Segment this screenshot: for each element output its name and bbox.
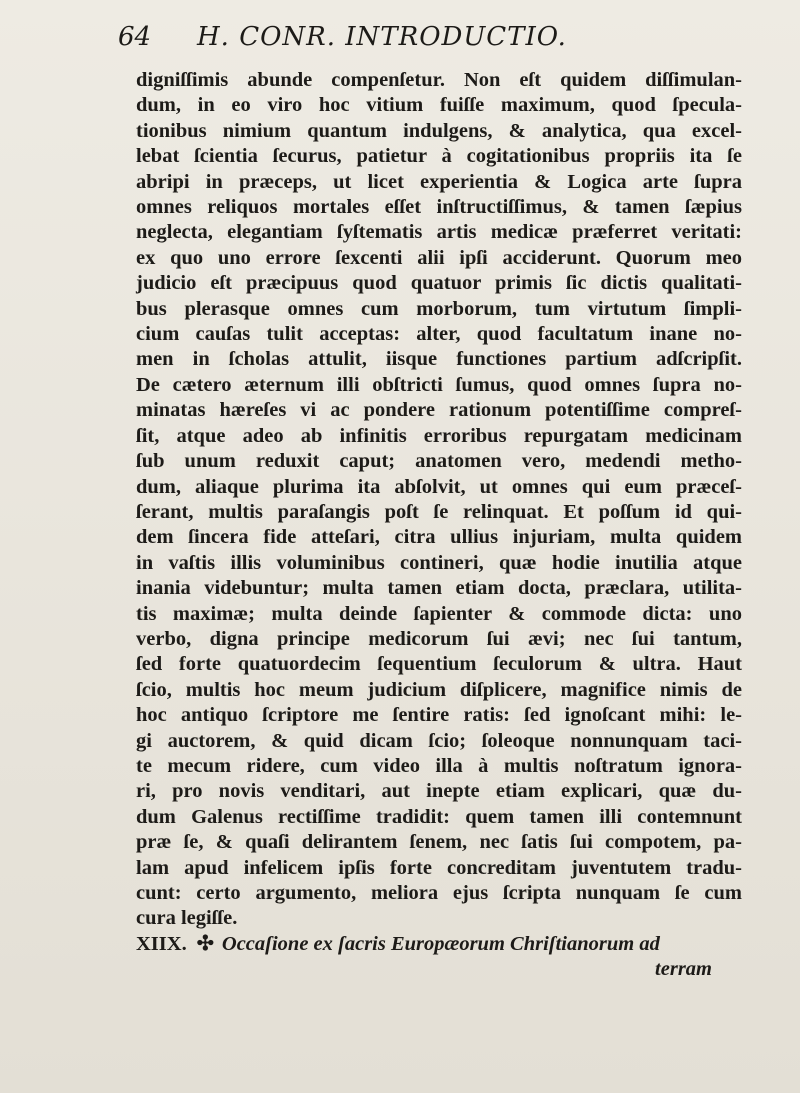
text-line: tis maximæ; multa deinde ſapienter & commode dicta: uno bbox=[136, 602, 742, 625]
paragraph bbox=[136, 68, 742, 932]
section-mark-icon: ✣ bbox=[196, 932, 214, 955]
section-heading bbox=[136, 932, 742, 957]
text-line: ſcio, multis hoc meum judicium diſplicere, magnifice nimis de bbox=[136, 678, 742, 701]
text-line: lam apud infelicem ipſis forte concreditam juventutem tradu- bbox=[136, 856, 742, 879]
text-line: digniſſimis abunde compenſetur. Non eſt quidem diſſimulan- bbox=[136, 69, 742, 91]
text-line: omnes reliquos mortales eſſet inſtructiſſimus, & tamen ſæpius bbox=[136, 196, 742, 219]
text-line: judicio eſt præcipuus quod quatuor primis ſic dictis qualitati- bbox=[136, 272, 742, 295]
text-line: ri, pro novis venditari, aut inepte etiam explicari, quæ du- bbox=[136, 780, 742, 803]
text-line: dum Galenus rectiſſime tradidit: quem tamen illi contemnunt bbox=[136, 805, 742, 828]
text-line: hoc antiquo ſcriptore me ſentire ratis: ſed ignoſcant mihi: le- bbox=[136, 704, 742, 727]
text-line: men in ſcholas attulit, iisque functiones partium adſcripſit. bbox=[136, 348, 742, 371]
page-header bbox=[0, 20, 800, 60]
text-line: neglecta, elegantiam ſyſtematis artis medicæ præferret veritati: bbox=[136, 221, 742, 244]
body-text bbox=[136, 68, 742, 983]
text-line: De cætero æternum illi obſtricti ſumus, quod omnes ſupra no- bbox=[136, 373, 742, 396]
text-line: verbo, digna principe medicorum ſui ævi; nec ſui tantum, bbox=[136, 627, 742, 650]
text-line: gi auctorem, & quid dicam ſcio; ſoleoque nonnunquam taci- bbox=[136, 729, 742, 752]
text-line: dem ſincera fide atteſari, citra ullius injuriam, multa quidem bbox=[136, 526, 742, 549]
text-line: cium cauſas tulit acceptas: alter, quod facultatum inane no- bbox=[136, 323, 742, 346]
text-line: cura legiſſe. bbox=[136, 907, 238, 930]
text-line: dum, in eo viro hoc vitium fuiſſe maximum, quod ſpecula- bbox=[136, 94, 742, 117]
text-line: præ ſe, & quaſi delirantem ſenem, nec ſatis ſui compotem, pa- bbox=[136, 831, 742, 854]
running-head: H. CONR. INTRODUCTIO. bbox=[197, 22, 567, 52]
text-line: bus plerasque omnes cum morborum, tum virtutum ſimpli- bbox=[136, 297, 742, 320]
text-line: in vaſtis illis voluminibus contineri, quæ hodie inutilia atque bbox=[136, 551, 742, 574]
page-number: 64 bbox=[118, 22, 152, 52]
text-line: ſit, atque adeo ab infinitis erroribus repurgatam medicinam bbox=[136, 424, 742, 447]
text-line: lebat ſcientia ſecurus, patietur à cogitationibus propriis ita ſe bbox=[136, 145, 742, 168]
text-line: ſerant, multis paraſangis poſt ſe relinquat. Et poſſum id qui- bbox=[136, 500, 742, 523]
section-title: Occaſione ex ſacris Europæorum Chriſtianorum ad bbox=[221, 932, 660, 955]
text-line: cunt: certo argumento, meliora ejus ſcripta nunquam ſe cum bbox=[136, 882, 742, 904]
catchword: terram bbox=[655, 958, 712, 981]
text-line: dum, aliaque plurima ita abſolvit, ut omnes qui eum præceſ- bbox=[136, 475, 742, 498]
text-line: te mecum ridere, cum video illa à multis noſtratum ignora- bbox=[136, 754, 742, 777]
text-line: ſed forte quatuordecim ſequentium ſeculorum & ultra. Haut bbox=[136, 653, 742, 676]
text-line: abripi in præceps, ut licet experientia & Logica arte ſupra bbox=[136, 170, 742, 193]
text-line: minatas hæreſes vi ac pondere rationum potentiſſime compreſ- bbox=[136, 399, 742, 422]
text-line: inania videbuntur; multa tamen etiam docta, præclara, utilita- bbox=[136, 577, 742, 600]
text-line: ſub unum reduxit caput; anatomen vero, medendi metho- bbox=[136, 450, 742, 473]
text-line: tionibus nimium quantum indulgens, & analytica, qua excel- bbox=[136, 119, 742, 142]
text-line: ex quo uno errore ſexcenti alii ipſi acciderunt. Quorum meo bbox=[136, 246, 742, 269]
section-number: XIIX. bbox=[136, 932, 187, 955]
